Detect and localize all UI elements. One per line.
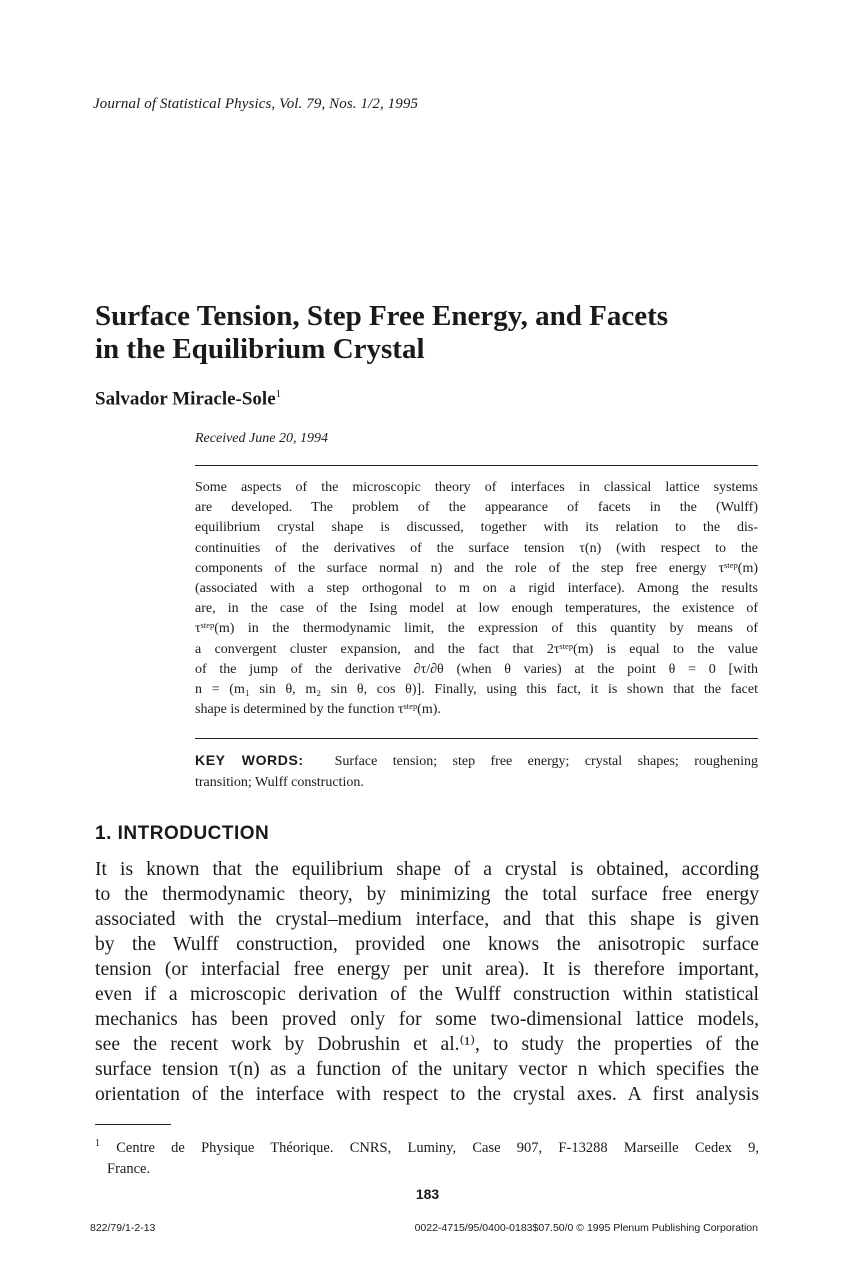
body-line: see the recent work by Dobrushin et al.⁽¹⁾, to study the properties of the [95,1034,759,1055]
body-line: by the Wulff construction, provided one knows the anisotropic surface [95,934,759,955]
footnote-text-1: Centre de Physique Théorique. CNRS, Luminy, Case 907, F-13288 Marseille Cedex 9, [116,1139,760,1156]
body-line: to the thermodynamic theory, by minimizing the total surface free energy [95,884,759,905]
author-name [95,388,281,410]
keywords-text-1: Surface tension; step free energy; crystal shapes; roughening [334,754,759,769]
body-line: It is known that the equilibrium shape of a crystal is obtained, according [95,859,759,880]
copyright-line: 0022-4715/95/0400-0183$07.50/0 © 1995 Plenum Publishing Corporation [414,1222,758,1234]
footnote-rule [95,1124,171,1125]
abstract-line: Some aspects of the microscopic theory of interfaces in classical lattice systems [195,480,758,495]
abstract-top-rule [195,465,758,466]
keywords [195,750,758,793]
received-date: Received June 20, 1994 [195,431,328,446]
keywords-label: KEY WORDS: [195,752,304,768]
keywords-rule [195,738,758,739]
author-text: Salvador Miracle-Sole [95,388,276,410]
abstract-line: n = (m₁ sin θ, m₂ sin θ, cos θ)]. Finally, using this fact, it is shown that the facet [195,681,758,697]
abstract-line: shape is determined by the function τˢᵗᵉᵖ(m). [195,702,441,718]
manuscript-code: 822/79/1-2-13 [90,1222,156,1234]
footnote [95,1133,759,1180]
footnote-line-2: France. [107,1160,151,1177]
footnote-line-1 [95,1133,759,1159]
body-line: tension (or interfacial free energy per unit area). It is therefore important, [95,959,759,980]
abstract-line: τˢᵗᵉᵖ(m) in the thermodynamic limit, the expression of this quantity by means of [195,621,758,637]
abstract [195,478,758,720]
keywords-line-2: transition; Wulff construction. [195,775,364,790]
body-line: orientation of the interface with respect to the crystal axes. A first analysis [95,1084,759,1105]
journal-citation: Journal of Statistical Physics, Vol. 79, Nos. 1/2, 1995 [93,96,419,112]
abstract-line: equilibrium crystal shape is discussed, together with its relation to the dis- [195,520,758,536]
title-line-2: in the Equilibrium Crystal [95,333,425,365]
body-line: mechanics has been proved only for some two-dimensional lattice models, [95,1009,759,1030]
body-line: even if a microscopic derivation of the Wulff construction within statistical [95,984,759,1005]
author-footnote-mark: 1 [275,388,282,400]
paper-title [95,300,795,366]
footnote-mark: 1 [95,1138,100,1149]
abstract-line: a convergent cluster expansion, and the fact that 2τˢᵗᵉᵖ(m) is equal to the value [195,641,758,657]
page-number: 183 [415,1186,440,1202]
abstract-line: continuities of the derivatives of the surface tension τ(n) (with respect to the [195,540,758,556]
abstract-line: are, in the case of the Ising model at low enough temperatures, the existence of [195,601,758,617]
body-line: associated with the crystal–medium interface, and that this shape is given [95,909,759,930]
title-line-1: Surface Tension, Step Free Energy, and Facets [95,300,669,332]
abstract-line: components of the surface normal n) and the role of the step free energy τˢᵗᵉᵖ(m) [195,560,758,576]
abstract-line: of the jump of the derivative ∂τ/∂θ (when θ varies) at the point θ = 0 [with [195,661,758,677]
abstract-line: (associated with a step orthogonal to m on a rigid interface). Among the results [195,580,758,596]
section-heading: 1. INTRODUCTION [95,823,270,844]
body-line: surface tension τ(n) as a function of the unitary vector n which specifies the [95,1059,759,1080]
abstract-line: are developed. The problem of the appearance of facets in the (Wulff) [195,500,758,516]
body-text [95,857,759,1107]
keywords-line-1 [195,750,758,772]
